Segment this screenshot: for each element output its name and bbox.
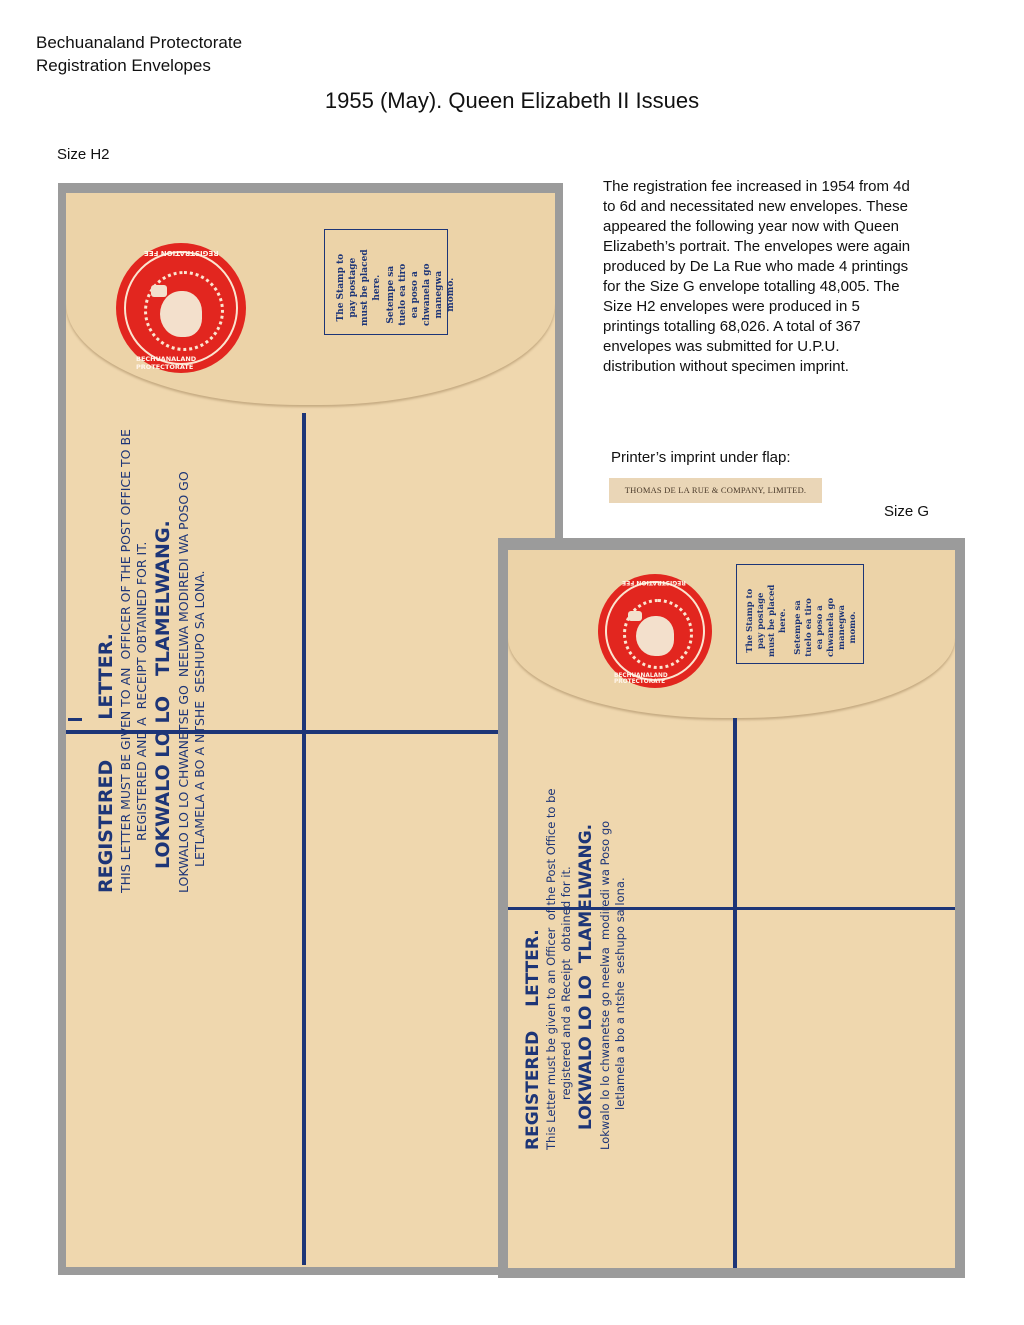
stamp-instruction-tw: Setempe sa tuelo ea tiro ea poso a chwanela go manegwa momo. — [793, 597, 858, 657]
embossed-stamp-g — [598, 574, 712, 688]
envelope-h2-body — [66, 193, 555, 1267]
registered-text-block-h2 — [94, 429, 208, 893]
rule-tick-h2 — [68, 718, 82, 721]
tlamelwang-label: TLAMELWANG. — [152, 520, 174, 677]
english-instruction-2b: obtained for it. — [559, 866, 573, 952]
english-instruction-1b: OFFICER OF THE POST OFFICE TO BE — [118, 429, 133, 660]
crown-icon — [151, 285, 167, 297]
tswana-instruction-1: LOKWALO LO LO CHWANETSE GO — [176, 685, 191, 893]
tlamelwang-label: TLAMELWANG. — [576, 823, 596, 964]
vertical-rule-h2 — [302, 413, 306, 1265]
stamp-instruction-en: The Stamp to pay postage must be placed here. — [336, 249, 382, 326]
embossed-stamp-h2 — [116, 243, 246, 373]
collection-title — [36, 31, 242, 77]
stamp-placement-box-h2 — [324, 229, 456, 335]
tswana-instruction-2: letlamela a bo a ntshe — [613, 981, 627, 1110]
registered-label: REGISTERED — [523, 1030, 543, 1150]
registered-text-block-g — [522, 788, 628, 1150]
queen-portrait-icon — [160, 291, 202, 337]
emblem-bottom-text: BECHUANALAND PROTECTORATE — [136, 355, 197, 371]
description-text: The registration fee increased in 1954 from 4d to 6d and necessitated new envelopes. These appeared the following year now with Queen Elizabeth’s portrait. The envelopes were again produced by De La Rue who made 4 printings for the Size G envelope totalling 48,005. The Size H2 envelopes were produced in 5 printings totalling 68,026. A total of 367 envelopes was submitted for U.P.U. distribution without specimen imprint. — [603, 178, 911, 375]
english-instruction-2: registered and a Receipt — [559, 958, 573, 1100]
english-instruction-1: This Letter must be given to an Officer — [544, 927, 558, 1150]
envelope-g-photo — [498, 538, 965, 1278]
emblem-top-text: REGISTRATION FEE — [622, 579, 686, 586]
envelope-h2-photo — [58, 183, 563, 1275]
registered-label: REGISTERED — [95, 759, 117, 893]
emblem-bottom-text: BECHUANALAND PROTECTORATE — [614, 673, 668, 685]
english-instruction-1: THIS LETTER MUST BE GIVEN TO AN — [118, 667, 133, 893]
english-instruction-2: REGISTERED AND A — [134, 717, 149, 841]
vertical-rule-g — [733, 718, 737, 1268]
tswana-instruction-1b: NEELWA MODIREDI WA POSO GO — [176, 471, 191, 678]
queen-portrait-icon — [636, 616, 674, 656]
size-h2-label: Size H2 — [57, 146, 110, 163]
size-g-label: Size G — [884, 503, 930, 520]
header-line-2: Registration Envelopes — [36, 56, 211, 75]
stamp-instruction-en: The Stamp to pay postage must be placed here. — [745, 584, 788, 657]
imprint-label: Printer’s imprint under flap: — [611, 449, 791, 466]
lokwalo-label: LOKWALO LO LO — [576, 975, 596, 1130]
header-line-1: Bechuanaland Protectorate — [36, 33, 243, 52]
tswana-instruction-2b: SESHUPO SA LONA. — [192, 570, 207, 693]
envelope-g-body — [508, 550, 955, 1268]
letter-label: LETTER. — [95, 633, 117, 720]
tswana-instruction-1: Lokwalo lo lo chwanetse go neelwa — [598, 947, 612, 1150]
tswana-instruction-1b: modiredi wa Poso go — [598, 820, 612, 940]
emblem-top-text: REGISTRATION FEE — [144, 249, 219, 257]
crown-icon — [628, 611, 642, 621]
tswana-instruction-2b: seshupo sa lona. — [613, 877, 627, 974]
stamp-placement-box-g — [736, 564, 864, 664]
english-instruction-2b: RECEIPT OBTAINED FOR IT. — [134, 541, 149, 710]
lokwalo-label: LOKWALO LO LO — [152, 695, 174, 869]
english-instruction-1b: of the Post Office to be — [544, 788, 558, 921]
letter-label: LETTER. — [523, 929, 543, 1007]
stamp-instruction-tw: Setempe sa tuelo ea tiro ea poso a chwanela go manegwa momo. — [386, 263, 456, 326]
envelope-g-flap — [508, 550, 955, 718]
tswana-instruction-2: LETLAMELA A BO A NTSHE — [192, 700, 207, 867]
printer-imprint-image: THOMAS DE LA RUE & COMPANY, LIMITED. — [609, 478, 822, 503]
page-title: 1955 (May). Queen Elizabeth II Issues — [324, 88, 700, 113]
